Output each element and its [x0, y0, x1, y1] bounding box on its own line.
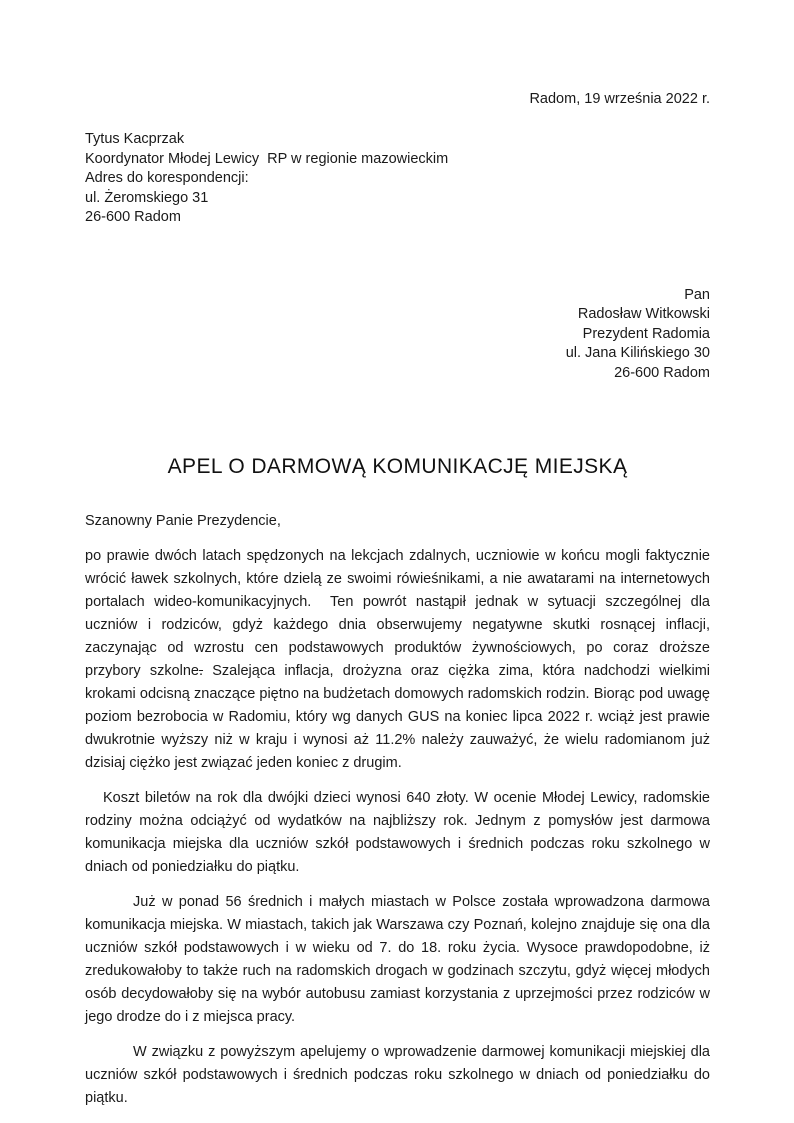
- paragraph-1-text-after-strike: Szalejąca inflacja, drożyzna oraz ciężka zima, która nadchodzi wielkimi krokami odcisną znaczące piętno na budżetach domowych radomskich rodzin. Biorąc pod uwagę poziom bezrobocia w Radomiu, który wg danych GUS na koniec lipca 2022 r. wciąż jest prawie dwukrotnie wyższy niż w kraju i wynosi aż 11.2% należy zauważyć, że wielu radomianom już dzisiaj ciężko jest związać jeden koniec z drugim.: [85, 663, 715, 771]
- paragraph-3: Już w ponad 56 średnich i małych miastach w Polsce została wprowadzona darmowa komunikacja miejska. W miastach, takich jak Warszawa czy Poznań, kolejno znajduje się ona dla uczniów szkół podstawowych i w wieku od 7. do 18. roku życia. Wysoce prawdopodobne, iż zredukowałoby to także ruch na radomskich drogach w godzinach szczytu, gdyż więcej młodych osób decydowałoby się na wybór autobusu zamiast korzystania z uprzejmości przez rodziców w jego drodze do i z miejsca pracy.: [85, 894, 715, 1025]
- sender-city: 26-600 Radom: [85, 209, 181, 225]
- sender-name: Tytus Kacprzak: [85, 131, 185, 147]
- sender-block: [85, 130, 710, 228]
- recipient-role: Prezydent Radomia: [582, 325, 710, 342]
- paragraph-1: [85, 545, 715, 775]
- sender-street: ul. Żeromskiego 31: [85, 189, 209, 206]
- sender-address-label: Adres do korespondencji:: [85, 170, 249, 186]
- recipient-block: [85, 286, 710, 384]
- sender-role: Koordynator Młodej Lewicy RP w regionie mazowieckim: [85, 150, 449, 167]
- paragraph-4: W związku z powyższym apelujemy o wprowadzenie darmowej komunikacji miejskiej dla uczniów szkół podstawowych i średnich podczas roku szkolnego w dniach od poniedziałku do piątku.: [85, 1044, 715, 1106]
- salutation: Szanowny Panie Prezydencie,: [85, 513, 281, 529]
- letter-date: Radom, 19 września 2022 r.: [529, 91, 710, 107]
- recipient-salutation: Pan: [684, 286, 710, 303]
- letter-title: APEL O DARMOWĄ KOMUNIKACJĘ MIEJSKĄ: [167, 455, 628, 478]
- paragraph-1-text-before-strike: po prawie dwóch latach spędzonych na lekcjach zdalnych, uczniowie w końcu mogli faktycznie wrócić ławek szkolnych, które dzielą ze swoimi rówieśnikami, a nie awatarami na internetowych portalach wideo-komunikacyjnych. Ten powrót nastąpił jednak w sytuacji szczególnej dla uczniów i rodziców, gdyż każdego dnia obserwujemy negatywne skutki rosnącej inflacji, zaczynając od wzrostu cen podstawowych produktów żywnościowych, po coraz droższe przybory szkolne: [85, 548, 715, 679]
- paragraph-2: Koszt biletów na rok dla dwójki dzieci wynosi 640 złoty. W ocenie Młodej Lewicy, radomskie rodziny można odciążyć od wydatków na najbliższy rok. Jednym z pomysłów jest darmowa komunikacja miejska dla uczniów szkół podstawowych i średnich podczas roku szkolnego w dniach od poniedziałku do piątku.: [85, 790, 715, 875]
- recipient-city: 26-600 Radom: [614, 364, 710, 381]
- recipient-street: ul. Jana Kilińskiego 30: [565, 345, 710, 361]
- paragraph-1-struck-period: .: [199, 663, 204, 679]
- recipient-name: Radosław Witkowski: [577, 306, 710, 322]
